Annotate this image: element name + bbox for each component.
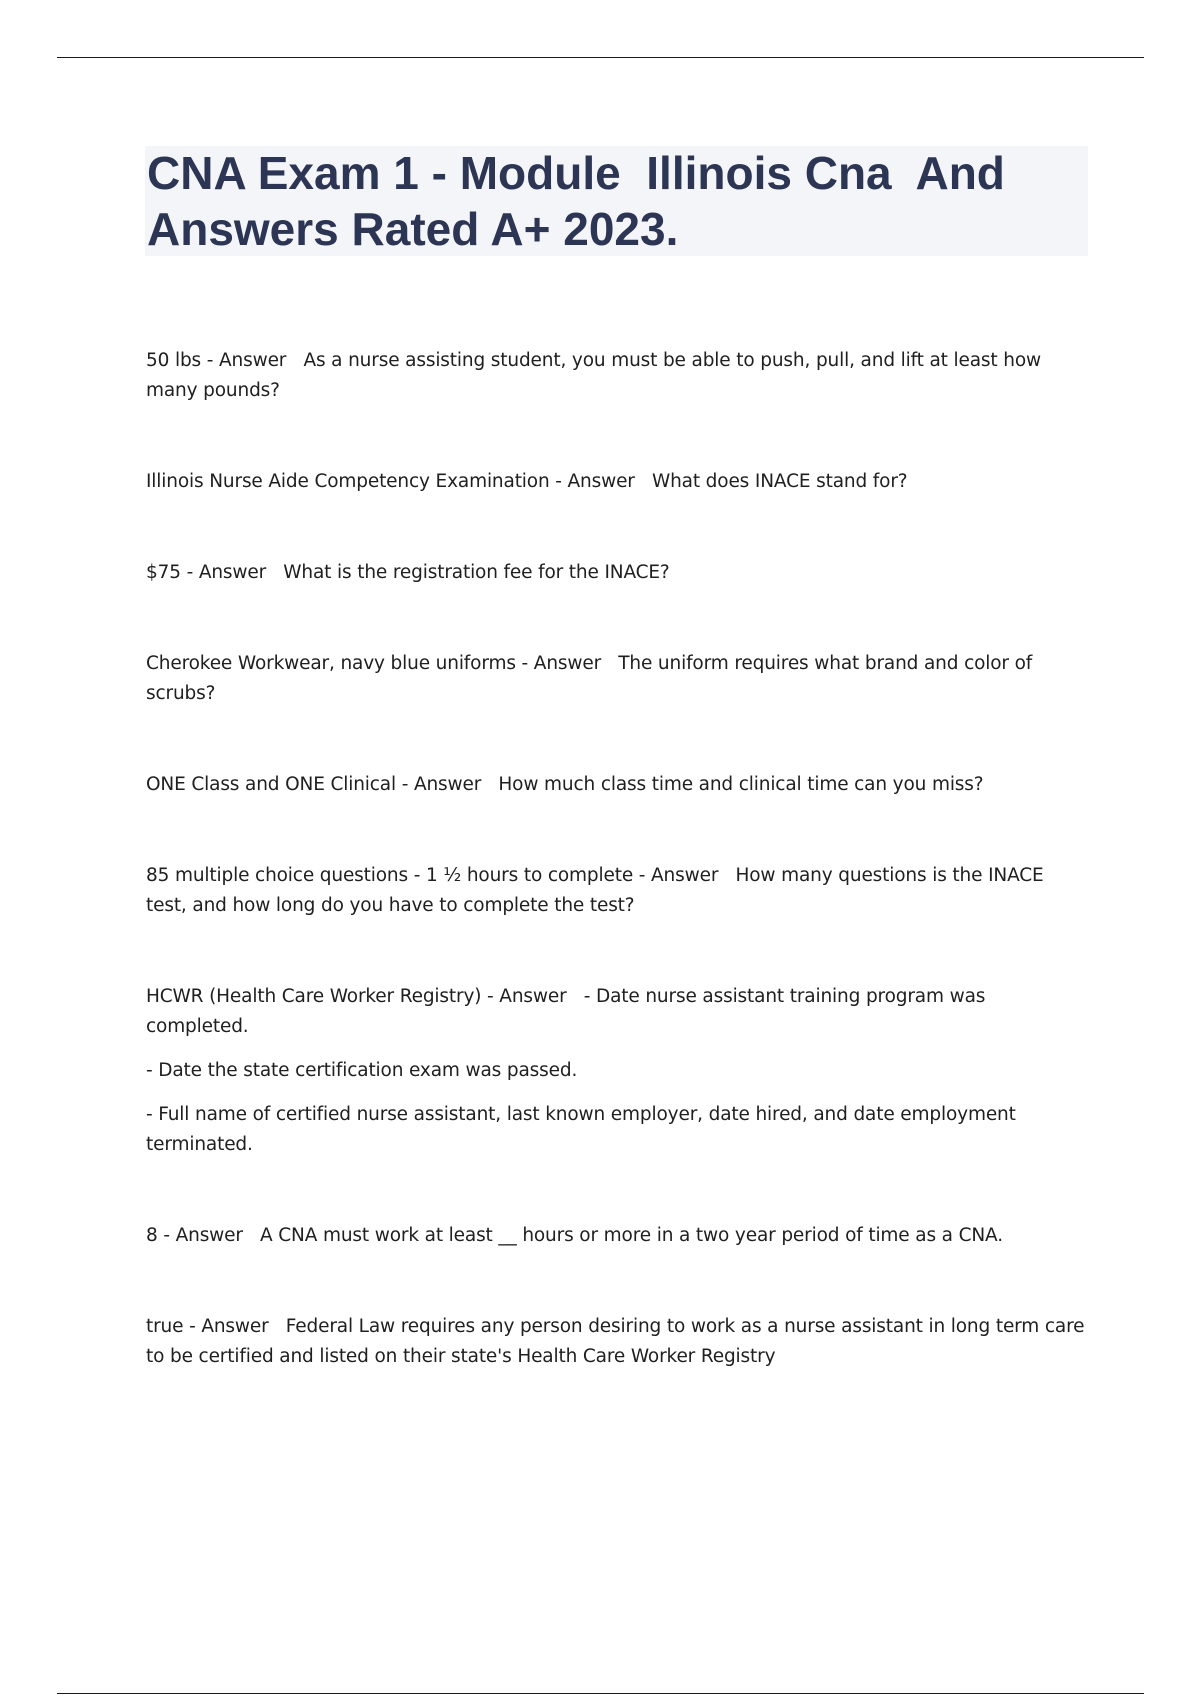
qa-text-line: - Date the state certification exam was passed. bbox=[146, 1060, 578, 1081]
qa-item bbox=[146, 649, 1086, 709]
qa-text: 50 lbs - Answer As a nurse assisting student, you must be able to push, pull, and lift at least how many pounds? bbox=[146, 350, 1047, 401]
qa-item bbox=[146, 982, 1086, 1160]
qa-text-line: - Full name of certified nurse assistant, last known employer, date hired, and date employment terminated. bbox=[146, 1104, 1022, 1155]
document-title: CNA Exam 1 - Module Illinois Cna And Answers Rated A+ 2023. bbox=[147, 147, 1016, 255]
qa-text: Cherokee Workwear, navy blue uniforms - Answer The uniform requires what brand and color of scrubs? bbox=[146, 653, 1038, 704]
qa-text: true - Answer Federal Law requires any person desiring to work as a nurse assistant in long term care to be certified and listed on their state's Health Care Worker Registry bbox=[146, 1316, 1091, 1367]
qa-item bbox=[146, 558, 1086, 588]
qa-text: ONE Class and ONE Clinical - Answer How much class time and clinical time can you miss? bbox=[146, 774, 984, 795]
bottom-rule bbox=[57, 1693, 1144, 1694]
qa-text: Illinois Nurse Aide Competency Examination - Answer What does INACE stand for? bbox=[146, 471, 908, 492]
qa-list bbox=[146, 346, 1091, 1433]
top-rule bbox=[57, 57, 1144, 58]
qa-text: 8 - Answer A CNA must work at least __ hours or more in a two year period of time as a CNA. bbox=[146, 1225, 1003, 1246]
qa-item bbox=[146, 770, 1086, 800]
qa-text: HCWR (Health Care Worker Registry) - Answer - Date nurse assistant training program was completed. bbox=[146, 986, 991, 1037]
qa-item bbox=[146, 861, 1086, 921]
qa-text: 85 multiple choice questions - 1 ½ hours to complete - Answer How many questions is the INACE test, and how long do you have to complete the test? bbox=[146, 865, 1050, 916]
qa-item bbox=[146, 1221, 1086, 1251]
qa-item bbox=[146, 467, 1086, 497]
qa-item bbox=[146, 346, 1086, 406]
qa-item bbox=[146, 1312, 1091, 1372]
qa-text: $75 - Answer What is the registration fee for the INACE? bbox=[146, 562, 670, 583]
